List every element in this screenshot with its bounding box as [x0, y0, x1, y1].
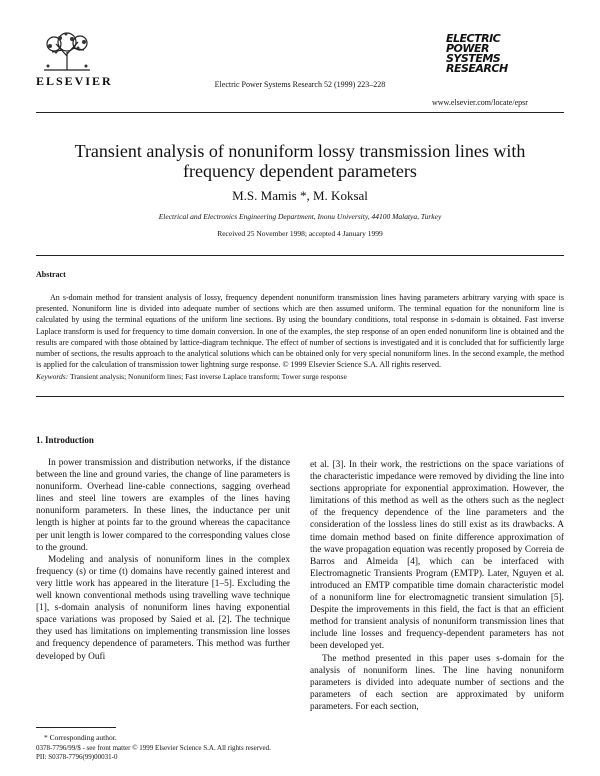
header-rule [36, 112, 564, 113]
article-authors: M.S. Mamis *, M. Koksal [232, 188, 368, 203]
paragraph: Modeling and analysis of nonuniform lines in the complex frequency (s) or time (t) domains have recently gained interest and very little work has appeared in the literature [1–5]. Excluding the well known conventional methods using travelling wave technique [1], s-domain analysis of nonuniform lines having exponential space variations was proposed by Saied et al. [2]. The technique they used has limitations on implementing transmission line losses and frequency dependence of parameters. This method was further developed by Oufi [36, 554, 290, 662]
article-title: Transient analysis of nonuniform lossy transmission lines with frequency dependent parameters [74, 141, 526, 181]
paragraph: In power transmission and distribution networks, if the distance between the line and ground varies, the change of line parameters is nonuniform. Overhead line-cable connections, sagging overhead lines and steel line towers are examples of the lines having nonuniform parameters. In these lines, the inductance per unit length is higher at points far to the ground whereas the capacitance per unit length is lower compared to the corresponding values close to the ground. [36, 458, 290, 553]
section-heading: 1. Introduction [36, 435, 94, 445]
footnote-rule [36, 727, 116, 728]
right-column [310, 459, 564, 713]
left-column [36, 457, 290, 663]
abstract-heading: Abstract [36, 270, 66, 279]
publication-ids [36, 744, 271, 762]
journal-logo [446, 34, 546, 84]
paragraph: The method presented in this paper uses s-domain for the analysis of nonuniform lines. The line having nonuniform parameters is divided into adequate number of sections and the parameters of each section are approximated by uniform parameters. For each section, [310, 653, 564, 712]
footnote: * Corresponding author. [44, 733, 117, 742]
abstract-rule [36, 396, 564, 397]
title-rule [36, 255, 564, 256]
keywords-label: Keywords: [36, 372, 69, 381]
copyright-line: 0378-7796/99/$ - see front matter © 1999 Elsevier Science S.A. All rights reserved. [36, 744, 271, 752]
journal-url[interactable]: www.elsevier.com/locate/epsr [432, 98, 528, 107]
keywords-list: Transient analysis; Nonuniform lines; Fast inverse Laplace transform; Tower surge response [69, 372, 347, 381]
keywords [36, 372, 564, 381]
author-affiliation: Electrical and Electronics Engineering Department, Inonu University, 44100 Malatya, Turkey [158, 212, 442, 221]
elsevier-tree-logo [38, 30, 96, 72]
pii: PII: S0378-7796(99)00031-0 [36, 753, 118, 761]
journal-logo-line: ELECTRIC [446, 32, 501, 45]
journal-logo-line: SYSTEMS [446, 52, 501, 65]
journal-reference: Electric Power Systems Research 52 (1999) 223–228 [214, 80, 386, 89]
journal-logo-line: POWER [446, 42, 490, 55]
publisher-name: ELSEVIER [36, 74, 113, 88]
received-dates: Received 25 November 1998; accepted 4 January 1999 [217, 229, 383, 238]
abstract-text: An s-domain method for transient analysis of lossy, frequency dependent nonuniform transmission lines having parameters arbitrary varying with space is presented. Nonuniform line is divided into adequate number of sections which are then assumed uniform. The terminal equation for the nonuniform line is calculated by using the terminal equations of the uniform line sections. By using the boundary conditions, total response in s-domain is obtained. Fast inverse Laplace transform is used for frequency to time domain conversion. In one of the examples, the step response of an open ended nonuniform line is obtained and the results are compared with those obtained by lattice-diagram technique. The effect of number of sections is investigated and it is concluded that for sufficiently large number of sections, the results approach to the analytical solutions which can be obtained only for very special nonuniform lines. In the second example, the method is applied for the calculation of transmission tower lightning surge response. © 1999 Elsevier Science S.A. All rights reserved. [36, 293, 564, 370]
paragraph: et al. [3]. In their work, the restrictions on the space variations of the characteristic impedance were removed by dividing the line into sections appropriate for exponential approximation. However, the limitations of this method as well as the others such as the neglect of the frequency dependence of the line parameters and the consideration of the lossless lines do still exist as its drawbacks. A time domain method based on finite difference approximation of the wave propagation equation was recently proposed by Correia de Barros and Almeida [4], which can be interfaced with Electromagnetic Transients Program (EMTP). Later, Nguyen et al. introduced an EMTP compatible time domain characteristic model of a nonuniform line for electromagnetic transient simulation [5]. Despite the improvements in this field, the fact is that an efficient method for transient analysis of nonuniform transmission lines that include line losses and frequency-dependent parameters has not been developed yet. [310, 460, 564, 652]
journal-logo-line: RESEARCH [446, 62, 508, 75]
